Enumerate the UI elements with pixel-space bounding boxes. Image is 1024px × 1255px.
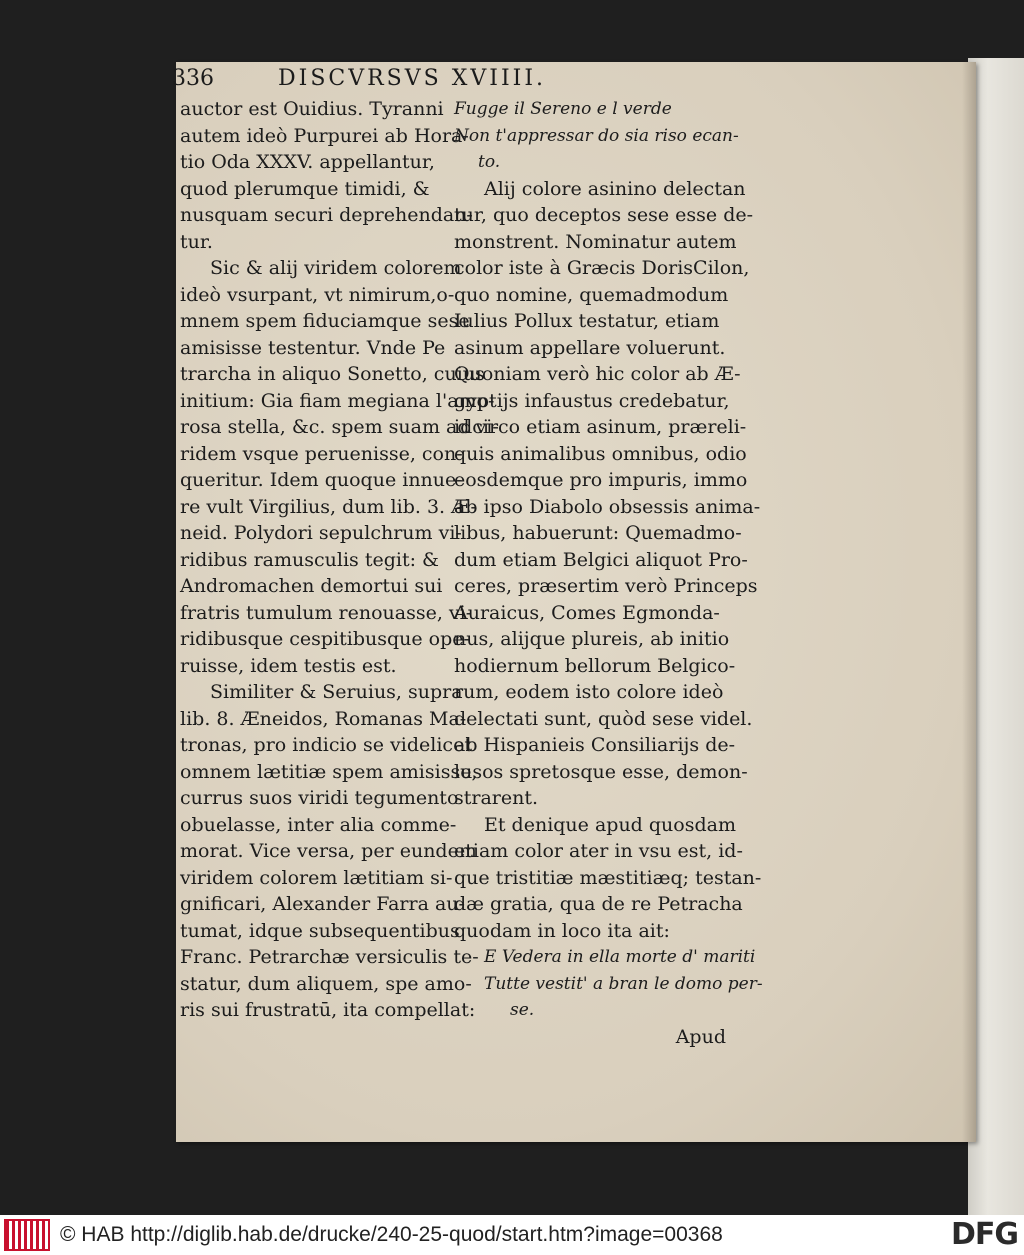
verse-line: Fugge il Sereno e l verde <box>454 99 672 119</box>
text-line: autem ideò Purpurei ab Hora- <box>180 124 469 147</box>
text-line: color iste à Græcis DorisCilon, <box>454 257 750 279</box>
text-line: currus suos viridi tegumento <box>180 787 459 809</box>
text-line: lusos spretosque esse, demon- <box>454 760 748 783</box>
text-line: morat. Vice versa, per eundem <box>180 840 477 862</box>
verse-line: to. <box>478 152 501 172</box>
text-line: viridem colorem lætitiam si- <box>180 866 453 889</box>
text-line: auctor est Ouidius. Tyranni <box>180 98 444 120</box>
text-line: ridibusque cespitibusque ope- <box>180 628 470 650</box>
text-line: tronas, pro indicio se videlicet <box>180 734 472 756</box>
text-line: rum, eodem isto colore ideò <box>454 681 724 703</box>
text-line: hodiernum bellorum Belgico- <box>454 654 736 677</box>
text-line: Et denique apud quosdam <box>484 813 736 836</box>
text-line: quis animalibus omnibus, odio <box>454 442 747 465</box>
right-text-column <box>454 96 763 1050</box>
source-credit: © HAB http://diglib.hab.de/drucke/240-25-quod/start.htm?image=00368 <box>60 1223 723 1246</box>
text-line: obuelasse, inter alia comme- <box>180 813 457 836</box>
text-line: gyptijs infaustus credebatur, <box>454 389 730 412</box>
text-line: queritur. Idem quoque innue- <box>180 469 463 491</box>
text-line: delectati sunt, quòd sese videl. <box>454 707 753 730</box>
verse-line: Non t'appressar do sia riso ecan- <box>454 125 739 146</box>
page-header <box>0 66 1024 96</box>
text-line: trarcha in aliquo Sonetto, cuius <box>180 363 485 385</box>
running-title: DISCVRSVS XVIIII. <box>278 66 547 91</box>
text-line: quodam in loco ita ait: <box>454 919 670 942</box>
text-line: libus, habuerunt: Quemadmo- <box>454 522 742 544</box>
text-line: tur. <box>180 230 213 253</box>
text-line: Franc. Petrarchæ versiculis te- <box>180 946 479 968</box>
text-line: quo nomine, quemadmodum <box>454 283 729 306</box>
text-line: amisisse testentur. Vnde Pe <box>180 336 446 359</box>
text-line: Alij colore asinino delectan <box>484 177 746 200</box>
text-line: re vult Virgilius, dum lib. 3. Æ- <box>180 495 477 518</box>
text-line: gnificari, Alexander Farra au- <box>180 893 465 915</box>
text-line: tio Oda XXXV. appellantur, <box>180 151 435 173</box>
text-line: fratris tumulum renouasse, vi- <box>180 601 473 624</box>
text-line: eosdemque pro impuris, immo <box>454 469 748 491</box>
text-line: que tristitiæ mæstitiæq; testan- <box>454 866 762 889</box>
page-number: 336 <box>172 66 214 91</box>
text-line: Quoniam verò hic color ab Æ- <box>454 363 741 385</box>
text-line: omnem lætitiæ spem amisisse, <box>180 760 478 783</box>
dfg-logo: DFG <box>950 1217 1018 1252</box>
text-line: ab ipso Diabolo obsessis anima- <box>454 495 761 518</box>
text-line: ab Hispanieis Consiliarijs de- <box>454 734 736 756</box>
catchword: Apud <box>675 1025 726 1048</box>
text-line: dum etiam Belgici aliquot Pro- <box>454 548 748 571</box>
text-line: ris sui frustratū, ita compellat: <box>180 999 476 1021</box>
text-line: nus, alijque plureis, ab initio <box>454 628 730 650</box>
text-line: Similiter & Seruius, supra <box>210 681 463 703</box>
text-line: Sic & alij viridem colorem <box>210 257 462 279</box>
text-line: initium: Gia fiam megiana l'amo- <box>180 389 495 412</box>
text-line: dæ gratia, qua de re Petracha <box>454 893 743 915</box>
text-line: ceres, præsertim verò Princeps <box>454 575 758 597</box>
text-line: etiam color ater in vsu est, id- <box>454 840 743 862</box>
text-line: nusquam securi deprehendan- <box>180 204 473 226</box>
text-line: idcirco etiam asinum, præreli- <box>454 416 747 438</box>
hab-logo-icon <box>4 1219 50 1251</box>
text-line: Andromachen demortui sui <box>180 575 443 597</box>
text-line: rosa stella, &c. spem suam ad vi- <box>180 416 499 438</box>
text-line: monstrent. Nominatur autem <box>454 230 737 253</box>
text-line: ridem vsque peruenisse, con- <box>180 442 463 465</box>
text-line: tumat, idque subsequentibus <box>180 919 460 942</box>
text-line: quod plerumque timidi, & <box>180 177 430 200</box>
text-line: ruisse, idem testis est. <box>180 654 397 677</box>
verse-line: se. <box>510 1000 535 1020</box>
page-gutter-shadow <box>962 62 976 1142</box>
text-line: ideò vsurpant, vt nimirum,o- <box>180 283 455 306</box>
text-line: tur, quo deceptos sese esse de- <box>454 204 754 226</box>
text-line: strarent. <box>454 787 539 809</box>
text-line: Iulius Pollux testatur, etiam <box>454 310 720 332</box>
footer-bar <box>0 1215 1024 1255</box>
adjacent-page-edge <box>968 58 1024 1215</box>
text-line: mnem spem fiduciamque sese <box>180 310 470 332</box>
text-line: ridibus ramusculis tegit: & <box>180 548 439 571</box>
text-line: lib. 8. Æneidos, Romanas Ma- <box>180 707 467 730</box>
text-line: neid. Polydori sepulchrum vi- <box>180 522 462 544</box>
text-line: Auraicus, Comes Egmonda- <box>454 601 720 624</box>
text-line: statur, dum aliquem, spe amo- <box>180 972 472 995</box>
text-line: asinum appellare voluerunt. <box>454 336 726 359</box>
verse-line: E Vedera in ella morte d' mariti <box>484 947 756 967</box>
verse-line: Tutte vestit' a bran le domo per- <box>484 973 763 994</box>
